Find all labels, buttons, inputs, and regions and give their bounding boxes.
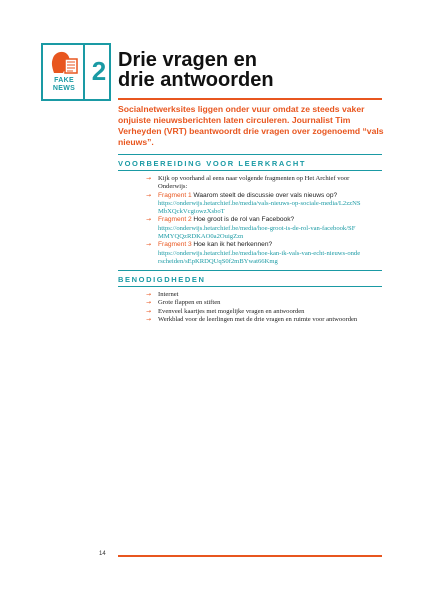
arrow-icon: → [146,299,152,307]
arrow-icon: → [146,241,152,249]
arrow-icon: → [146,216,152,224]
footer-divider [118,555,382,557]
section-divider-top [118,154,382,155]
intro-paragraph: Socialnetwerksites liggen onder vuur omdat ze steeds vaker onjuiste nieuwsberichten laten circuleren. Journalist Tim Verheyden (VRT) beantwoordt drie vragen over zogenoemd “vals nieuws”. [118,104,384,147]
page-title [118,50,408,90]
list-item-fragment-2 [146,216,361,241]
fragment-link[interactable]: https://onderwijs.hetarchief.be/media/vals-nieuws-op-sociale-media/L2zzNSMbXQckVcgiowzXsboT [158,199,361,216]
fragment-label: Fragment 3 [158,241,192,249]
list-item: → Werkblad voor de leerlingen met de drie vragen en ruimte voor antwoorden [146,315,358,323]
list-item-fragment-3 [146,241,361,266]
fragment-link[interactable]: https://onderwijs.hetarchief.be/media/hoe-groot-is-de-rol-van-facebook/SFMMYQQzRDKAO0a2OuigZzn [158,224,356,241]
fragment-label: Fragment 2 [158,216,192,224]
materials-list [146,291,361,324]
page-title-line-1: Drie vragen en [118,49,257,71]
arrow-icon: → [146,291,152,298]
list-item: → Grote flappen en stiften [146,299,221,307]
section-heading-materials: BENODIGDHEDEN [118,275,206,284]
page-number: 14 [99,551,106,557]
arrow-icon: → [146,175,152,182]
fragment-link[interactable]: https://onderwijs.hetarchief.be/media/hoe-kan-ik-vals-van-echt-nieuws-onderscheiden/sEpKRDQUqS0f2mBYwat66Kmg [158,249,361,265]
list-item: → Internet [146,291,179,298]
title-divider [118,98,382,100]
badge-label: FAKE NEWS [52,77,76,92]
fragment-question: Hoe kan ik het herkennen? [193,241,273,249]
section-divider-top [118,270,382,271]
fragment-label: Fragment 1 [158,191,192,199]
chapter-number: 2 [91,56,107,86]
arrow-icon: → [146,307,152,315]
fragment-question: Waarom steelt de discussie over vals nieuws op? [193,191,338,199]
arrow-icon: → [146,191,152,199]
section-divider-bottom [118,170,382,171]
arrow-icon: → [146,315,152,323]
page-title-line-2: drie antwoorden [118,69,274,91]
badge-divider [83,45,85,99]
chapter-badge [41,43,111,101]
list-item: → Evenveel kaartjes met mogelijke vragen en antwoorden [146,307,305,315]
list-item-fragment-1 [146,192,361,217]
list-item: → Kijk op voorhand al eens naar volgende fragmenten op Het Archief voor Onderwijs: [146,175,350,191]
preparation-list [146,175,361,266]
fragment-question: Hoe groot is de rol van Facebook? [193,216,295,224]
section-divider-bottom [118,286,382,287]
section-heading-preparation: VOORBEREIDING VOOR LEERKRACHT [118,159,307,168]
fake-news-head-icon [48,49,80,75]
